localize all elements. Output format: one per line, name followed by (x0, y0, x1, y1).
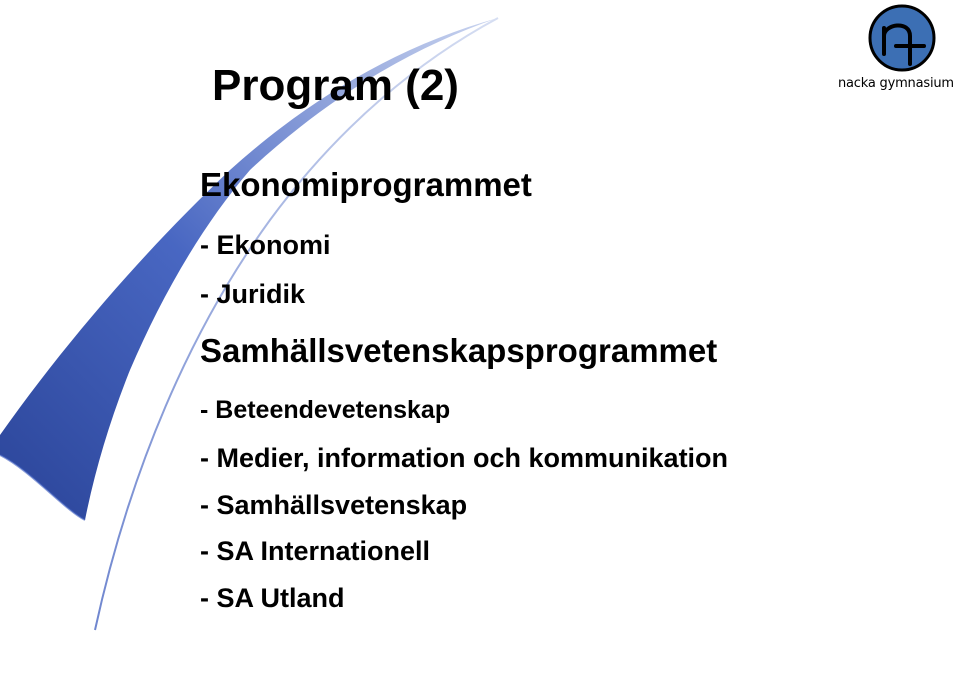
nacka-logo (838, 2, 958, 94)
list-item: - SA Utland (200, 583, 345, 613)
section-heading-ekonomi: Ekonomiprogrammet (200, 166, 532, 203)
section-heading-samhall: Samhällsvetenskapsprogrammet (200, 332, 718, 369)
slide-title: Program (2) (212, 61, 459, 110)
list-item: - Juridik (200, 279, 306, 309)
nacka-logo-icon (866, 2, 938, 74)
logo-text: nacka gymnasium (838, 76, 954, 91)
list-item: - Ekonomi (200, 230, 331, 260)
list-item: - SA Internationell (200, 536, 431, 566)
list-item: - Medier, information och kommunikation (200, 443, 729, 473)
list-item: - Samhällsvetenskap (200, 490, 468, 520)
list-item: - Beteendevetenskap (200, 396, 451, 424)
